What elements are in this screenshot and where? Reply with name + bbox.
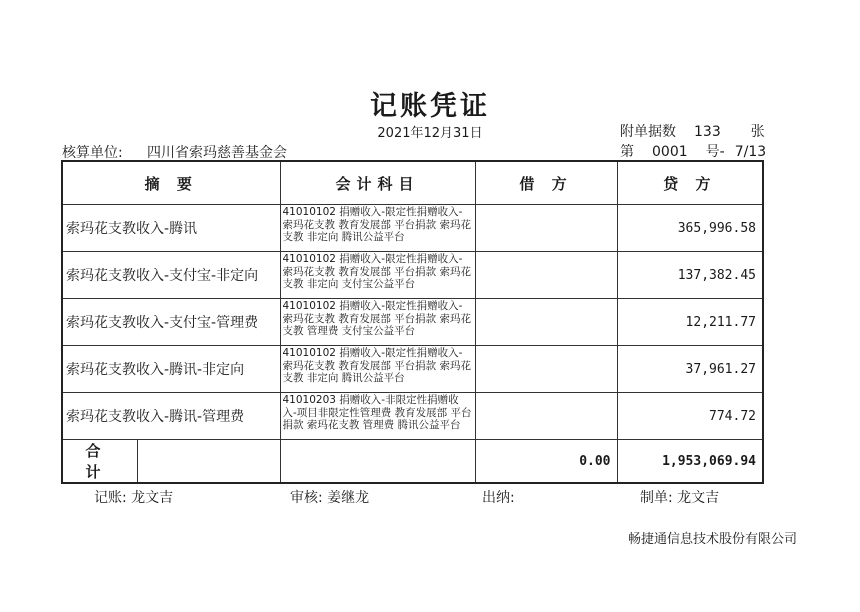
total-row <box>62 440 763 484</box>
reviewer-name: 姜继龙 <box>327 490 370 506</box>
org-name: 四川省索玛慈善基金会 <box>147 145 287 161</box>
preparer-label: 制单: <box>640 490 673 506</box>
row-subject: 41010102 捐赠收入-限定性捐赠收入-索玛花支教 教育发展部 平台捐款 索玛花支教 管理费 支付宝公益平台 <box>280 299 475 346</box>
header-summary: 摘 要 <box>62 161 280 205</box>
table-row <box>62 299 763 346</box>
number-prefix: 第 <box>620 144 634 160</box>
row-debit <box>475 393 617 440</box>
voucher-date: 2021年12月31日 <box>377 126 483 141</box>
bookkeeper-label: 记账: <box>94 490 127 506</box>
row-debit <box>475 299 617 346</box>
row-debit <box>475 346 617 393</box>
total-subject <box>280 440 475 484</box>
bookkeeper <box>94 487 173 507</box>
preparer-name: 龙文吉 <box>677 490 720 506</box>
row-summary: 索玛花支教收入-腾讯-管理费 <box>62 393 280 440</box>
row-subject: 41010102 捐赠收入-限定性捐赠收入-索玛花支教 教育发展部 平台捐款 索玛花支教 非定向 腾讯公益平台 <box>280 205 475 252</box>
total-debit: 0.00 <box>475 440 617 484</box>
header-subject: 会计科目 <box>280 161 475 205</box>
header-debit: 借 方 <box>475 161 617 205</box>
row-subject: 41010102 捐赠收入-限定性捐赠收入-索玛花支教 教育发展部 平台捐款 索玛花支教 非定向 腾讯公益平台 <box>280 346 475 393</box>
number-mid: 号- <box>705 144 725 160</box>
reviewer <box>290 487 369 507</box>
row-summary: 索玛花支教收入-腾讯-非定向 <box>62 346 280 393</box>
row-debit <box>475 252 617 299</box>
cashier <box>482 487 515 507</box>
page-number: 7/13 <box>734 144 767 160</box>
reviewer-label: 审核: <box>290 490 323 506</box>
table-row <box>62 205 763 252</box>
org-label: 核算单位: <box>62 145 123 161</box>
table-row <box>62 346 763 393</box>
attachments-info <box>620 121 765 141</box>
total-label-text: 合 计 <box>63 440 138 482</box>
row-subject: 41010203 捐赠收入-非限定性捐赠收入-项目非限定性管理费 教育发展部 平台捐款 索玛花支教 管理费 腾讯公益平台 <box>280 393 475 440</box>
row-debit <box>475 205 617 252</box>
bookkeeper-name: 龙文吉 <box>131 490 174 506</box>
attachments-label: 附单据数 <box>620 124 676 140</box>
row-subject: 41010102 捐赠收入-限定性捐赠收入-索玛花支教 教育发展部 平台捐款 索玛花支教 非定向 支付宝公益平台 <box>280 252 475 299</box>
row-credit: 12,211.77 <box>617 299 763 346</box>
software-company: 畅捷通信息技术股份有限公司 <box>628 532 798 547</box>
attachments-unit: 张 <box>750 124 765 140</box>
total-label <box>62 440 280 484</box>
table-header-row <box>62 161 763 205</box>
preparer <box>640 487 719 507</box>
row-credit: 774.72 <box>617 393 763 440</box>
number-value: 0001 <box>652 144 688 160</box>
row-credit: 365,996.58 <box>617 205 763 252</box>
row-summary: 索玛花支教收入-支付宝-管理费 <box>62 299 280 346</box>
attachments-count: 133 <box>694 124 721 140</box>
voucher-number <box>620 141 766 161</box>
ledger-table <box>61 160 764 484</box>
header-credit: 贷 方 <box>617 161 763 205</box>
row-summary: 索玛花支教收入-腾讯 <box>62 205 280 252</box>
table-row <box>62 252 763 299</box>
table-row <box>62 393 763 440</box>
cashier-label: 出纳: <box>482 490 515 506</box>
row-credit: 137,382.45 <box>617 252 763 299</box>
total-credit: 1,953,069.94 <box>617 440 763 484</box>
voucher-title: 记账凭证 <box>370 91 490 122</box>
row-summary: 索玛花支教收入-支付宝-非定向 <box>62 252 280 299</box>
row-credit: 37,961.27 <box>617 346 763 393</box>
